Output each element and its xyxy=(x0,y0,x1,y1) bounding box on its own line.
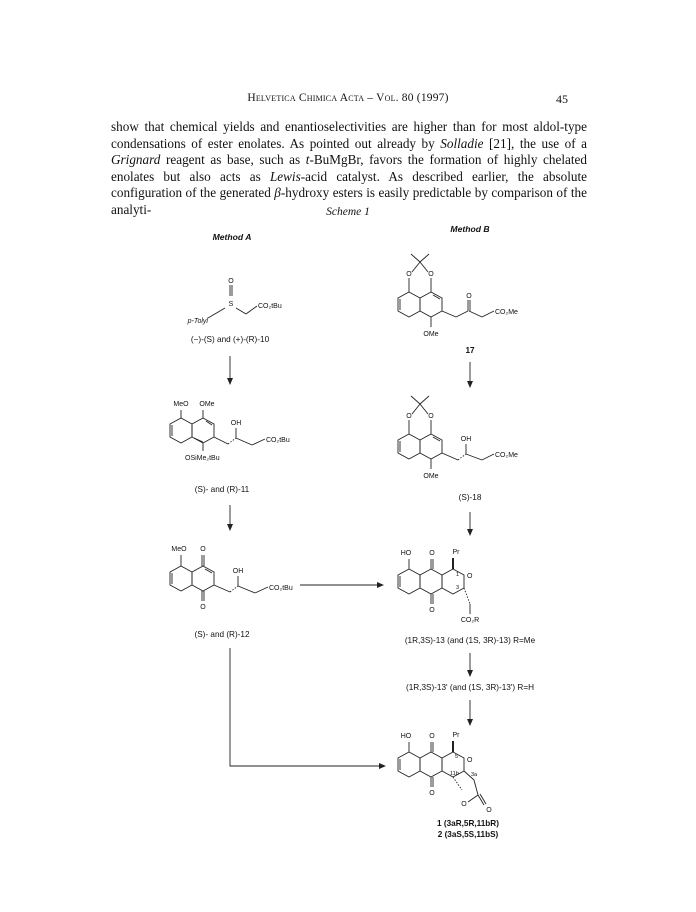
arrowhead-icon xyxy=(227,378,233,385)
acetonide-oxygen: O xyxy=(406,413,412,420)
hydroxy-group: HO xyxy=(400,550,412,557)
compound-1-2-structure xyxy=(398,732,492,814)
compound-13prime-label: (1R,3S)-13' (and (1S, 3R)-13') R=H xyxy=(405,683,535,692)
silyl-ether-group: OSiMe₂tBu xyxy=(185,455,220,462)
compound-11-structure xyxy=(170,401,290,462)
lactone-carbonyl-oxygen: O xyxy=(486,807,492,814)
compound-17-label: 17 xyxy=(465,346,475,355)
text-run: reagent as base, such as xyxy=(160,152,306,168)
carbonyl-oxygen: O xyxy=(429,550,435,557)
propyl-group: Pr xyxy=(452,732,460,739)
compound-10-structure xyxy=(187,278,282,325)
arrowhead-icon xyxy=(467,529,473,536)
beta-symbol: β xyxy=(274,185,281,201)
hydroxy-group: OH xyxy=(460,436,472,443)
method-b-heading: Method B xyxy=(450,224,490,234)
ester-group: CO₂R xyxy=(460,617,480,624)
lewis-name: Lewis xyxy=(269,168,301,184)
reagent-name: Grignard xyxy=(111,152,161,168)
compound-2-label: 2 (3aS,5S,11bS) xyxy=(437,830,499,839)
text-run: -hydroxy esters is easily predictable by comparison of the analyti- xyxy=(111,185,587,217)
ester-group: CO₂Me xyxy=(495,309,518,316)
text-run: [21], the use of a xyxy=(483,135,587,151)
text-run: -BuMgBr, favors the formation of highly chelated enolates but also acts as xyxy=(111,152,587,184)
carbonyl-oxygen: O xyxy=(200,546,206,553)
lactone-oxygen: O xyxy=(461,801,467,808)
compound-18-label: (S)-18 xyxy=(458,493,482,502)
italic-prefix: t xyxy=(305,152,310,168)
compound-13-structure xyxy=(398,549,479,624)
locant-1: 1 xyxy=(456,572,460,578)
compound-13-label: (1R,3S)-13 (and (1S, 3R)-13) R=Me xyxy=(404,636,536,645)
compound-17-structure xyxy=(398,254,518,338)
arrow-12-to-1-2 xyxy=(230,648,382,766)
carbonyl-oxygen: O xyxy=(200,604,206,611)
author-name: Solladie xyxy=(440,135,484,151)
ester-group: CO₂tBu xyxy=(258,303,282,310)
compound-12-structure xyxy=(170,546,293,611)
compound-18-structure xyxy=(398,396,518,480)
ester-group: CO₂tBu xyxy=(266,437,290,444)
arrowhead-icon xyxy=(379,763,386,769)
locant-3a: 3a xyxy=(471,772,478,778)
compound-12-label: (S)- and (R)-12 xyxy=(194,630,250,639)
compound-1-label: 1 (3aR,5R,11bR) xyxy=(437,819,499,828)
hydroxy-group: HO xyxy=(400,733,412,740)
arrowhead-icon xyxy=(227,524,233,531)
text-run: show that chemical yields and enantioselectivities are higher than for most aldol-type condensations of ester enolates. As pointed out already by xyxy=(111,119,587,151)
acetonide-oxygen: O xyxy=(428,271,434,278)
hydroxy-group: OH xyxy=(232,568,244,575)
arrowhead-icon xyxy=(467,719,473,726)
text-run: -acid catalyst. As described earlier, the absolute configuration of the generated xyxy=(111,168,587,201)
ketone-oxygen: O xyxy=(466,293,472,300)
acetonide-oxygen: O xyxy=(406,271,412,278)
ester-group: CO₂tBu xyxy=(269,585,293,592)
locant-3: 3 xyxy=(456,585,460,591)
propyl-group: Pr xyxy=(452,549,460,556)
acetonide-oxygen: O xyxy=(428,413,434,420)
ester-group: CO₂Me xyxy=(495,452,518,459)
hydroxy-group: OH xyxy=(230,420,242,427)
compound-10-label: (−)-(S) and (+)-(R)-10 xyxy=(190,335,270,344)
ring-oxygen: O xyxy=(467,573,473,580)
scheme-title: Scheme 1 xyxy=(326,206,370,218)
methoxy-group: MeO xyxy=(171,546,187,553)
p-tolyl-group: p-Tolyl xyxy=(187,318,208,325)
locant-5: 5 xyxy=(455,754,459,760)
methoxy-group: OMe xyxy=(423,331,439,338)
methoxy-group: MeO xyxy=(173,401,189,408)
journal-title: Helvetica Chimica Acta – Vol. 80 (1997) xyxy=(247,92,449,104)
oxygen-atom: O xyxy=(228,278,234,285)
ring-oxygen: O xyxy=(467,757,473,764)
carbonyl-oxygen: O xyxy=(429,733,435,740)
method-a-heading: Method A xyxy=(212,232,252,242)
carbonyl-oxygen: O xyxy=(429,607,435,614)
methoxy-group: OMe xyxy=(423,473,439,480)
sulfur-atom: S xyxy=(228,301,234,308)
methoxy-group: OMe xyxy=(199,401,215,408)
arrowhead-icon xyxy=(467,381,473,388)
page-number: 45 xyxy=(556,92,568,106)
locant-11b: 11b xyxy=(450,771,459,777)
arrowhead-icon xyxy=(467,670,473,677)
compound-11-label: (S)- and (R)-11 xyxy=(194,485,250,494)
arrowhead-icon xyxy=(377,582,384,588)
carbonyl-oxygen: O xyxy=(429,790,435,797)
